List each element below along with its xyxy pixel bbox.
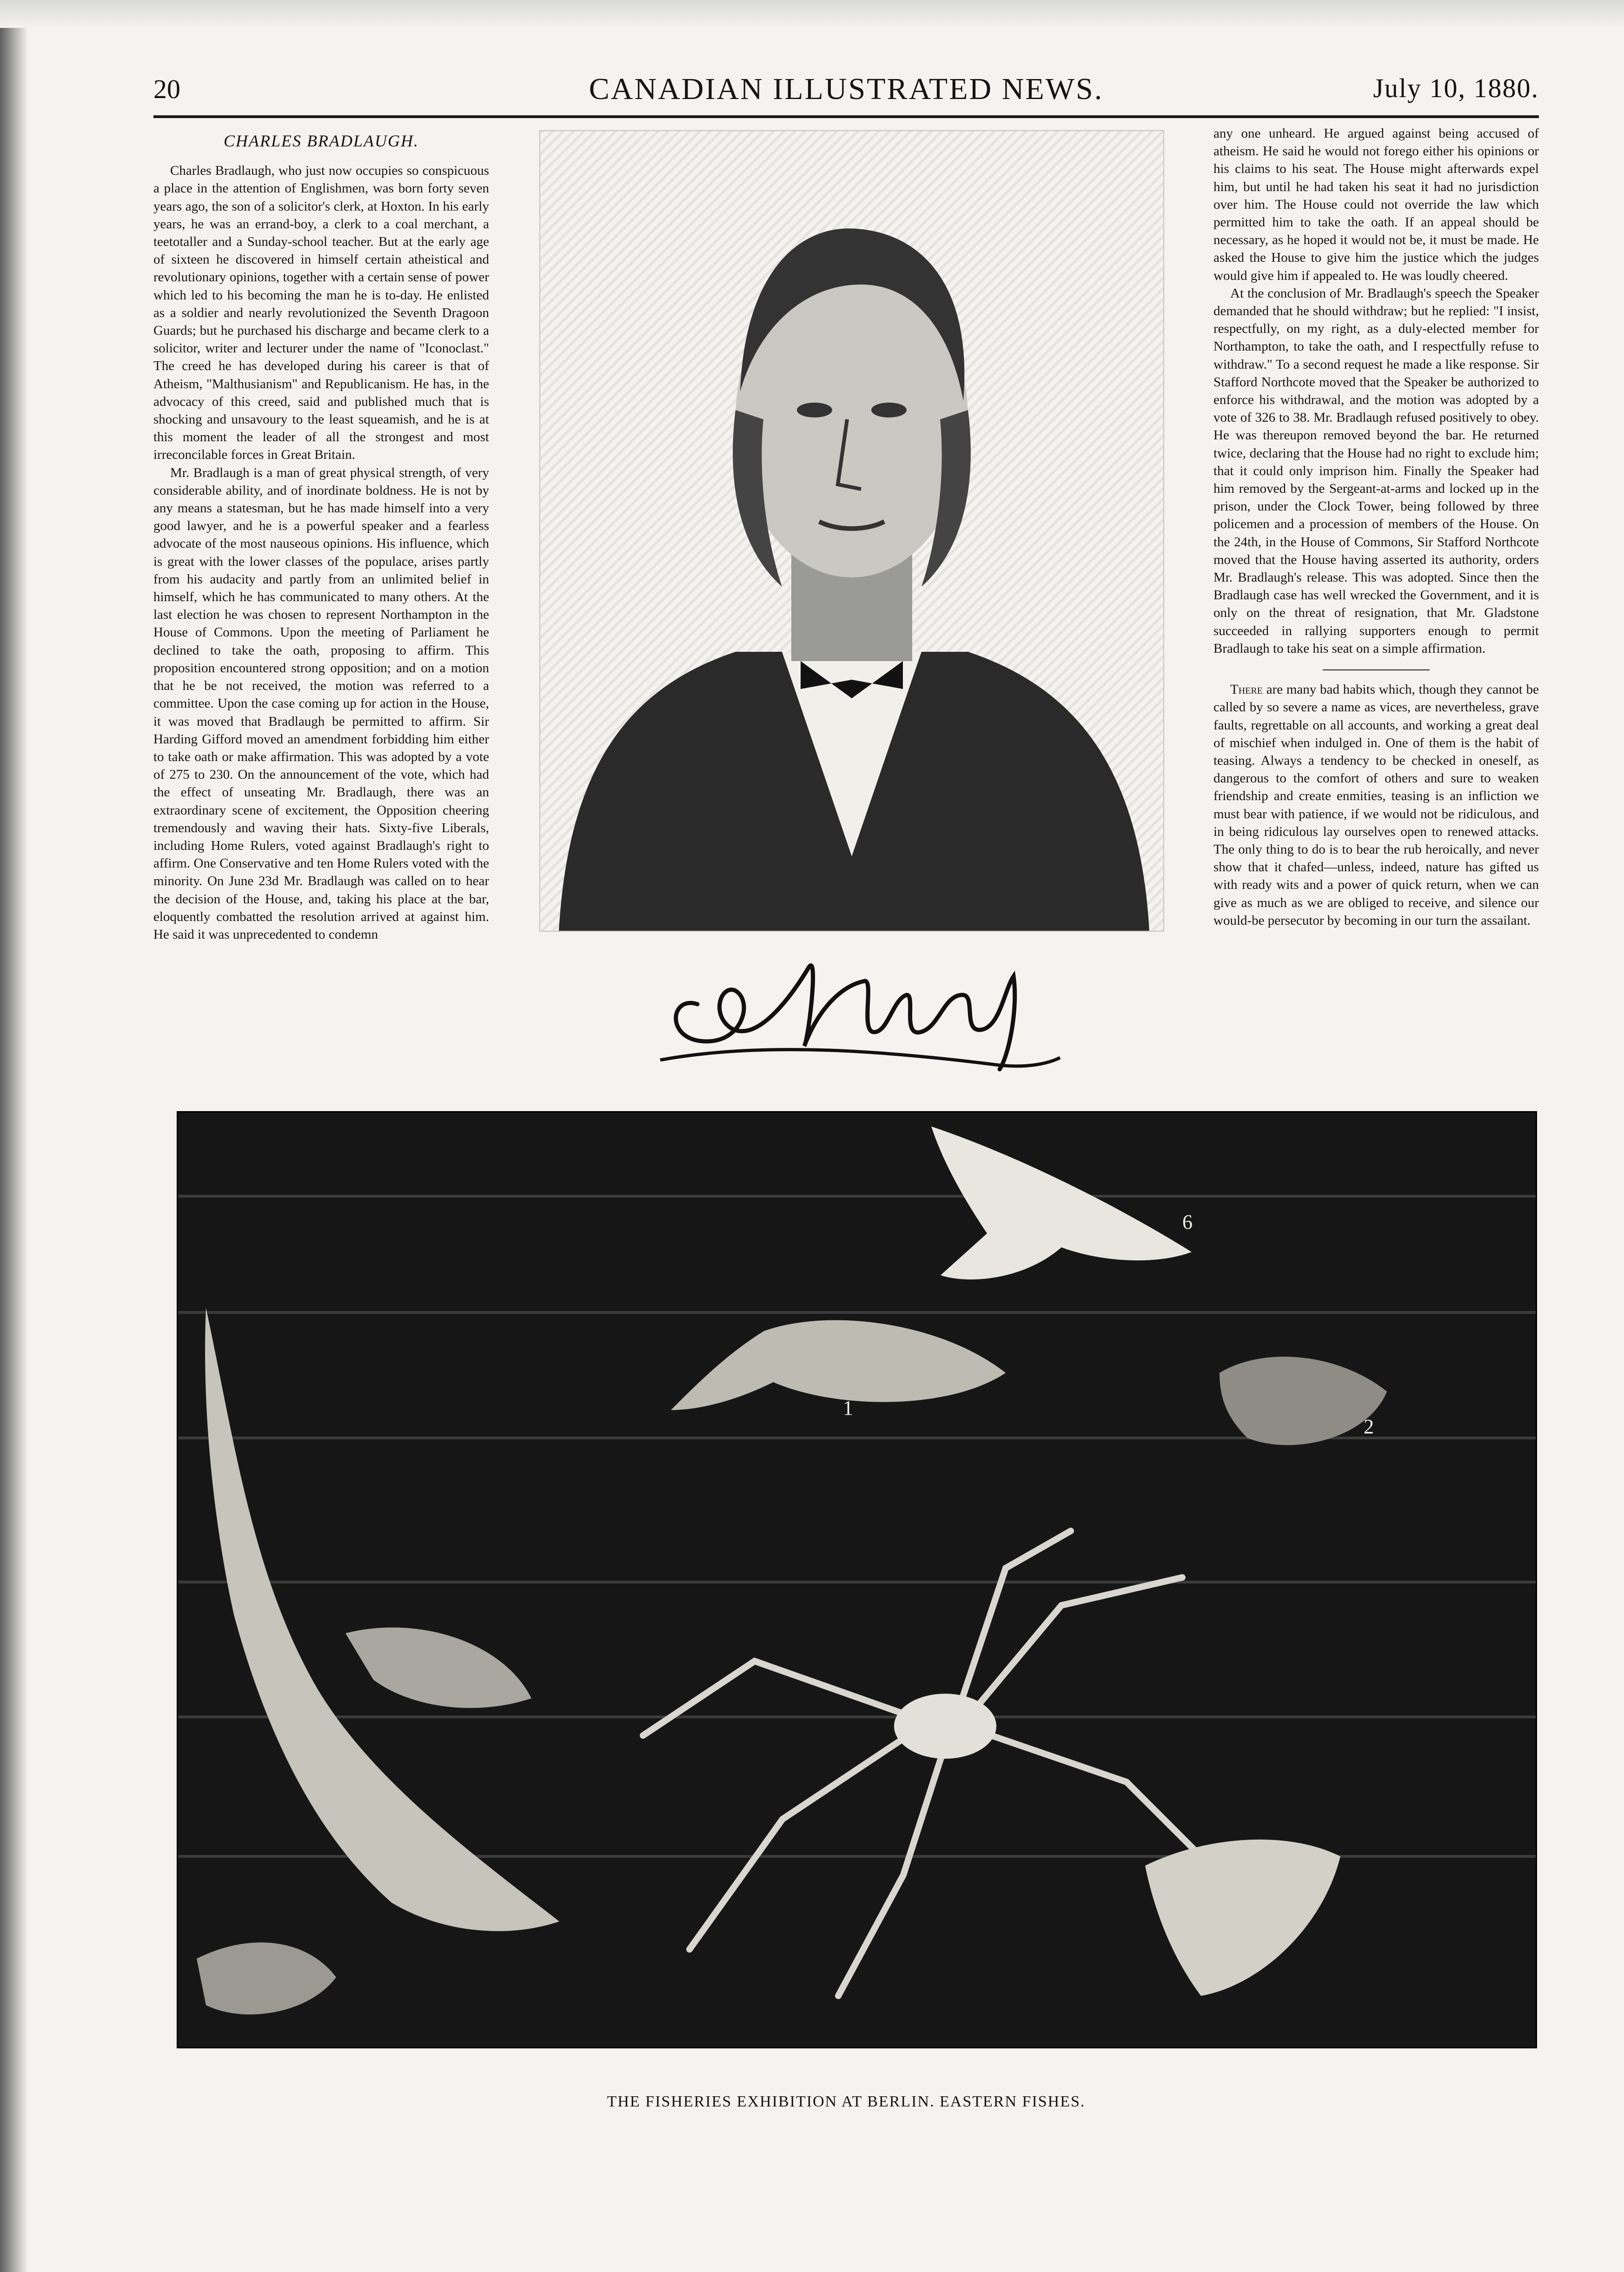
scan-top-shadow <box>0 0 1624 28</box>
article-paragraph: At the conclusion of Mr. Bradlaugh's speech the Speaker demanded that he should withdraw; but he replied: "I insist, respectfully, on my right, as a duly-elected member for Northampton, to take the oath, and I respectfully refuse to withdraw." To a second request he made a like response. Sir Stafford Northcote moved that the Speaker be authorized to enforce his withdrawal, and the motion was adopted by a vote of 326 to 38. Mr. Bradlaugh refused positively to obey. He was thereupon removed beyond the bar. He returned twice, declaring that the House had no right to exclude him; that it could only imprison him. Finally the Speaker had him removed by the Sergeant-at-arms and locked up in the prison, under the Clock Tower, being followed by three policemen and a procession of members of the House. On the 24th, in the House of Commons, Sir Stafford Northcote moved that the House having asserted its authority, orders Mr. Bradlaugh's release. This was adopted. Since then the Bradlaugh case has well wrecked the Government, and it is only on the threat of resignation, that Mr. Gladstone succeeded in rallying supporters enough to permit Bradlaugh to take his seat on a simple affirmation. <box>1213 285 1539 656</box>
page-header <box>153 70 1539 112</box>
illustration-caption: THE FISHERIES EXHIBITION AT BERLIN. EASTERN FISHES. <box>607 2093 1086 2110</box>
article-paragraph: Charles Bradlaugh, who just now occupies so conspicuous a place in the attention of Englishmen, was born forty seven years ago, the son of a solicitor's clerk, at Hoxton. In his early years, he was an errand-boy, a clerk to a coal merchant, a teetotaller and a Sunday-school teacher. But at the early age of sixteen he discovered in himself certain atheistical and revolutionary opinions, together with a certain sense of power which led to his becoming the man he is to-day. He enlisted as a soldier and nearly revolutionized the Seventh Dragoon Guards; but he purchased his discharge and became clerk to a solicitor, writer and lecturer under the name of "Iconoclast." The creed he has developed during his career is that of Atheism, "Malthusianism" and Republicanism. He has, in the advocacy of this creed, said and published much that is shocking and unsavoury to the least squeamish, and he is at this moment the leader of all the strongest and most irreconcilable forces in Great Britain. <box>153 163 489 463</box>
masthead: CANADIAN ILLUSTRATED NEWS. <box>589 72 1104 106</box>
article-column-left <box>153 131 489 1070</box>
page-number: 20 <box>153 74 180 104</box>
article-title: CHARLES BRADLAUGH. <box>224 132 419 150</box>
section-divider <box>1323 669 1430 670</box>
essay-text: are many bad habits which, though they cannot be called by so severe a name as vices, are nevertheless, grave faults, regrettable on all accounts, and working a great deal of mischief when indulged in. One of them is the habit of teasing. Always a tendency to be checked in oneself, as dangerous to the comfort of others and sure to weaken friendship and create enmities, teasing is an infliction we must bear with patience, if we would not be ridiculous, and in being ridiculous lay ourselves open to renewed attacks. The only thing to do is to bear the rub heroically, and never show that it chafed—unless, indeed, nature has gifted us with ready wits and a power of quick return, when we can give as much as we are obliged to receive, and silence our would-be persecutor by becoming in our turn the assailant. <box>1213 682 1539 928</box>
issue-date: July 10, 1880. <box>1373 73 1539 103</box>
fish-label-1: 1 <box>843 1397 853 1419</box>
fish-label-6: 6 <box>1182 1211 1193 1233</box>
portrait-engraving <box>539 130 1164 932</box>
scan-edge-shadow <box>0 0 28 2272</box>
essay-paragraph <box>1213 681 1539 929</box>
article-paragraph: Mr. Bradlaugh is a man of great physical strength, of very considerable ability, and of inordinate boldness. He is not by any means a statesman, but he has made himself into a very good lawyer, and he is a powerful speaker and a fearless advocate of the most nauseous opinions. His influence, which is great with the lower classes of the populace, arises partly from his audacity and partly from an unlimited belief in himself, which he has communicated to many others. At the last election he was chosen to represent Northampton in the House of Commons. Upon the meeting of Parliament he declined to take the oath, proposing to affirm. This proposition encountered strong opposition; and on a motion that he be not received, the motion was referred to a committee. Upon the case coming up for action in the House, it was moved that Bradlaugh be permitted to affirm. Sir Harding Gifford moved an amendment forbidding him either to take oath or make affirmation. This was adopted by a vote of 275 to 230. On the announcement of the vote, which had the effect of unseating Mr. Bradlaugh, there was an extraordinary scene of excitement, the Opposition cheering tremendously and waving their hats. Sixty-five Liberals, including Home Rulers, voted against Bradlaugh's right to affirm. One Conservative and ten Home Rulers voted with the minority. On June 23d Mr. Bradlaugh was called on to hear the decision of the House, and, taking his place at the bar, eloquently combatted the resolution arrived at against him. He said it was unprecedented to condemn <box>153 465 489 942</box>
fisheries-engraving <box>177 1111 1537 2048</box>
article-column-right <box>1213 125 1539 1068</box>
article-paragraph: any one unheard. He argued against being accused of atheism. He said he would not forego either his opinions or his claims to his seat. The House might afterwards expel him, but until he had taken his seat it had no jurisdiction over him. The House could not override the law which permitted him to take the oath. If an appeal should be necessary, as he hoped it would not be, it must be made. He asked the House to give him the justice which the judges would give him if appealed to. He was loudly cheered. <box>1213 126 1539 283</box>
header-rule <box>153 115 1539 118</box>
essay-lead-word: There <box>1230 682 1263 697</box>
fish-label-2: 2 <box>1364 1415 1374 1438</box>
signature-image <box>642 925 1079 1079</box>
